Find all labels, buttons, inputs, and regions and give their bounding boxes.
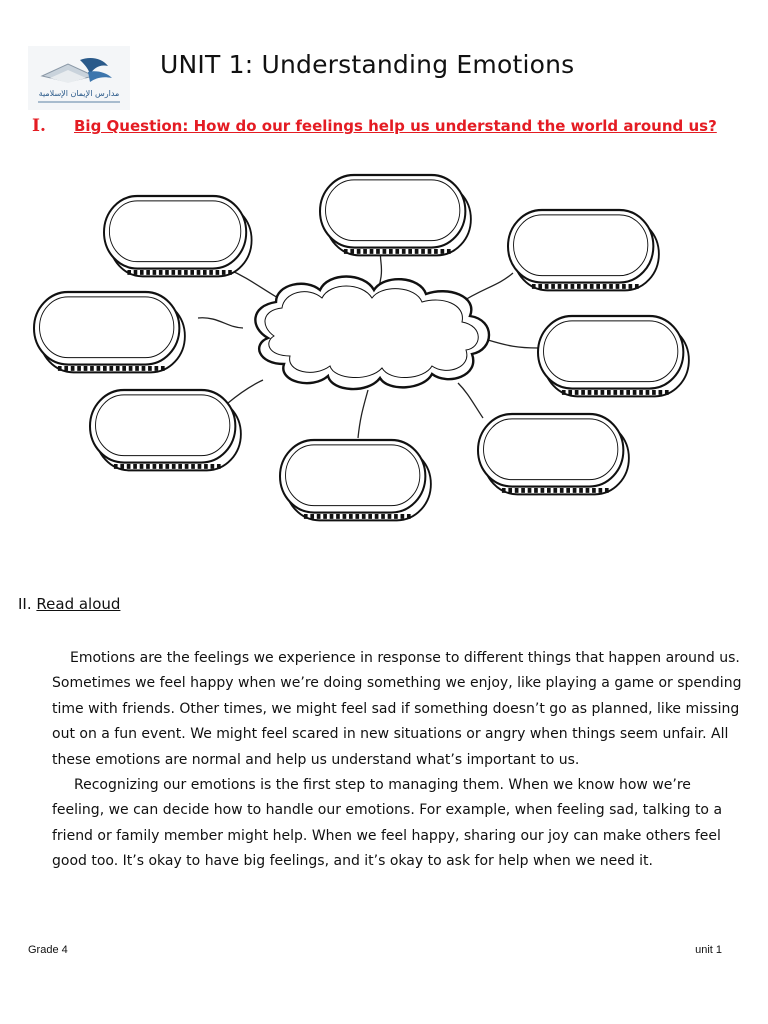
bubble-middle-right[interactable] (538, 316, 689, 396)
big-question (32, 116, 717, 136)
footer-unit: unit 1 (695, 944, 722, 956)
section-number: II. (18, 595, 32, 613)
footer-grade: Grade 4 (28, 944, 68, 956)
page-title: UNIT 1: Understanding Emotions (160, 50, 575, 79)
center-cloud (255, 277, 489, 390)
bubble-bottom-left[interactable] (90, 390, 241, 470)
bubble-top-left[interactable] (104, 196, 252, 276)
section-read-aloud-heading (18, 595, 120, 613)
emotion-mind-map (28, 168, 718, 540)
bubble-top-right[interactable] (508, 210, 659, 290)
reading-passage (52, 646, 742, 875)
bubble-bottom-center[interactable] (280, 440, 431, 520)
paragraph: Emotions are the feelings we experience in response to different things that happen around us. Sometimes we feel happy when we’re doing something we enjoy, like playing a game or spending time with friends. Other times, we might feel sad if something doesn’t go as planned, like missing out on a fun event. We might feel scared in new situations or angry when things seem unfair. All these emotions are normal and help us understand what’s important to us. (52, 650, 742, 768)
read-aloud-label: Read aloud (36, 595, 121, 613)
paragraph: Recognizing our emotions is the first step to managing them. When we know how we’re feeling, we can decide how to handle our emotions. For example, when feeling sad, talking to a friend or family member might help. When we feel happy, sharing our joy can make others feel good too. It’s okay to have big feelings, and it’s okay to ask for help when we need it. (52, 777, 723, 870)
big-question-text: Big Question: How do our feelings help us understand the world around us? (74, 117, 717, 135)
bubble-top-center[interactable] (320, 175, 471, 255)
school-logo (28, 46, 130, 110)
svg-text:مدارس الإيمان الإسلامية: مدارس الإيمان الإسلامية (38, 89, 120, 98)
section-number: I. (32, 116, 46, 136)
bubble-middle-left[interactable] (34, 292, 185, 372)
bubble-bottom-right[interactable] (478, 414, 629, 494)
